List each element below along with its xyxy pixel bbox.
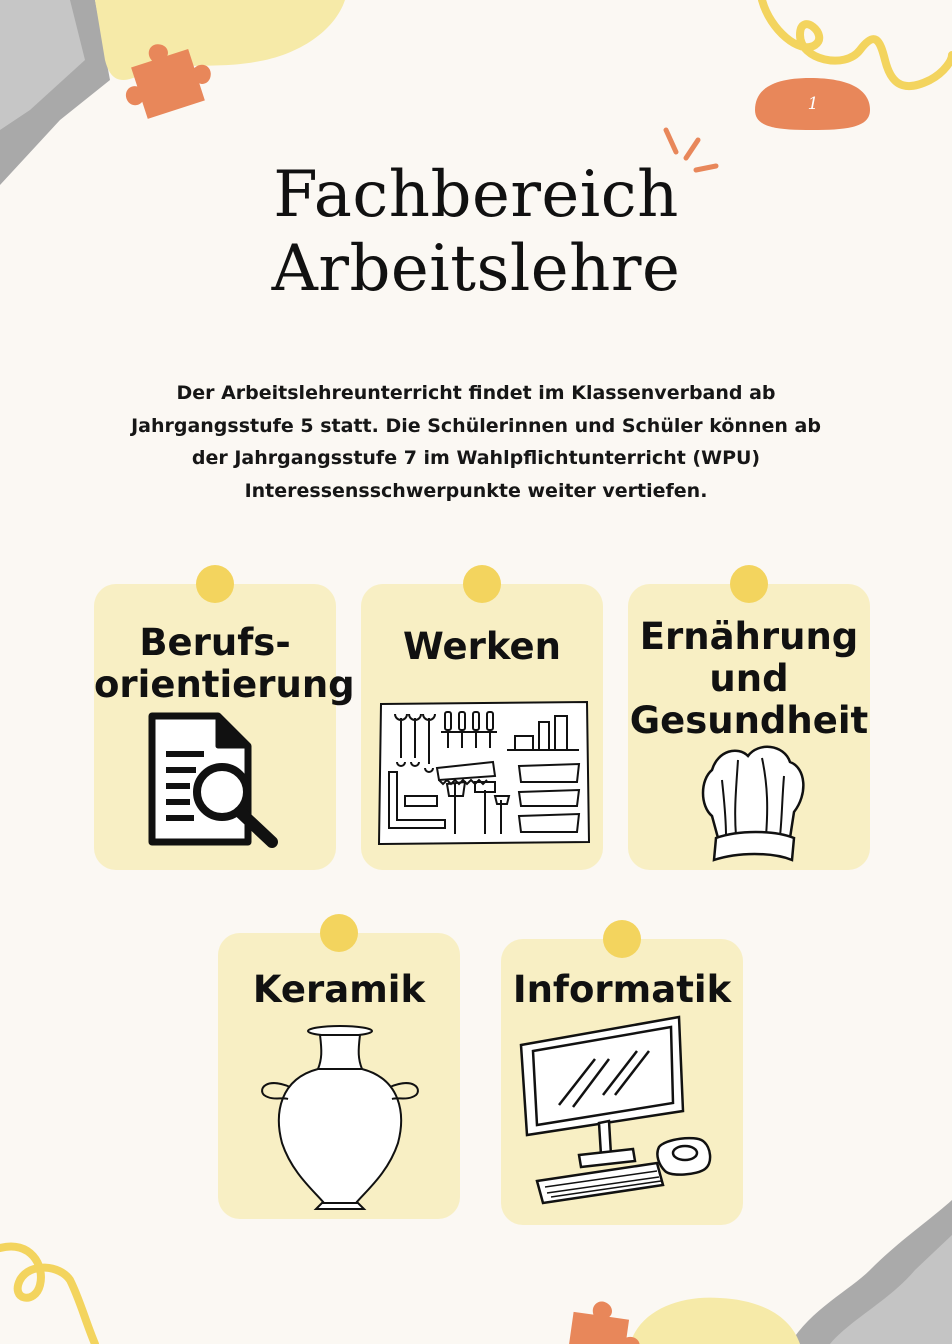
card-title-line: Informatik bbox=[512, 968, 732, 1011]
card-pin bbox=[196, 565, 234, 603]
yellow-squiggle-bottom-left bbox=[0, 1246, 95, 1344]
card-title-line: und bbox=[709, 657, 789, 700]
vase-icon bbox=[260, 1023, 420, 1213]
page-number: 1 bbox=[807, 94, 819, 114]
card-pin bbox=[463, 565, 501, 603]
card-title-line: Keramik bbox=[252, 968, 426, 1011]
card-pin bbox=[320, 914, 358, 952]
card-werken bbox=[361, 584, 603, 870]
card-berufsorientierung bbox=[94, 584, 355, 870]
card-title bbox=[94, 621, 355, 706]
intro-line: Interessensschwerpunkte weiter vertiefen. bbox=[244, 479, 708, 502]
card-title-line: Berufs- bbox=[139, 621, 291, 664]
card-ernaehrung-und-gesundheit bbox=[628, 584, 870, 870]
card-title bbox=[628, 616, 870, 742]
intro-line: Jahrgangsstufe 5 statt. Die Schülerinnen und Schüler können ab bbox=[131, 414, 821, 437]
yellow-squiggle-top-right bbox=[762, 0, 952, 86]
yellow-blob-bottom bbox=[630, 1298, 800, 1344]
card-title-line: Gesundheit bbox=[629, 699, 869, 742]
intro-paragraph bbox=[96, 377, 856, 507]
card-title bbox=[361, 626, 603, 668]
card-informatik bbox=[501, 939, 743, 1225]
card-keramik bbox=[218, 933, 460, 1219]
chef-hat-icon bbox=[698, 740, 810, 866]
card-title bbox=[501, 969, 743, 1011]
document-search-icon bbox=[144, 710, 284, 850]
intro-line: der Jahrgangsstufe 7 im Wahlpflichtunterricht (WPU) bbox=[191, 447, 761, 469]
intro-line: Der Arbeitslehreunterricht findet im Klassenverband ab bbox=[176, 382, 776, 404]
computer-icon bbox=[515, 1015, 731, 1211]
page-title-line-2: Arbeitslehre bbox=[271, 232, 681, 306]
page-title-line-1: Fachbereich bbox=[273, 158, 679, 232]
card-title-line: orientierung bbox=[94, 663, 355, 706]
tool-board-icon bbox=[375, 696, 591, 848]
card-pin bbox=[603, 920, 641, 958]
page-title bbox=[0, 158, 952, 306]
card-title-line: Werken bbox=[403, 625, 561, 668]
card-title bbox=[218, 969, 460, 1011]
card-title-line: Ernährung bbox=[639, 615, 859, 658]
card-pin bbox=[730, 565, 768, 603]
